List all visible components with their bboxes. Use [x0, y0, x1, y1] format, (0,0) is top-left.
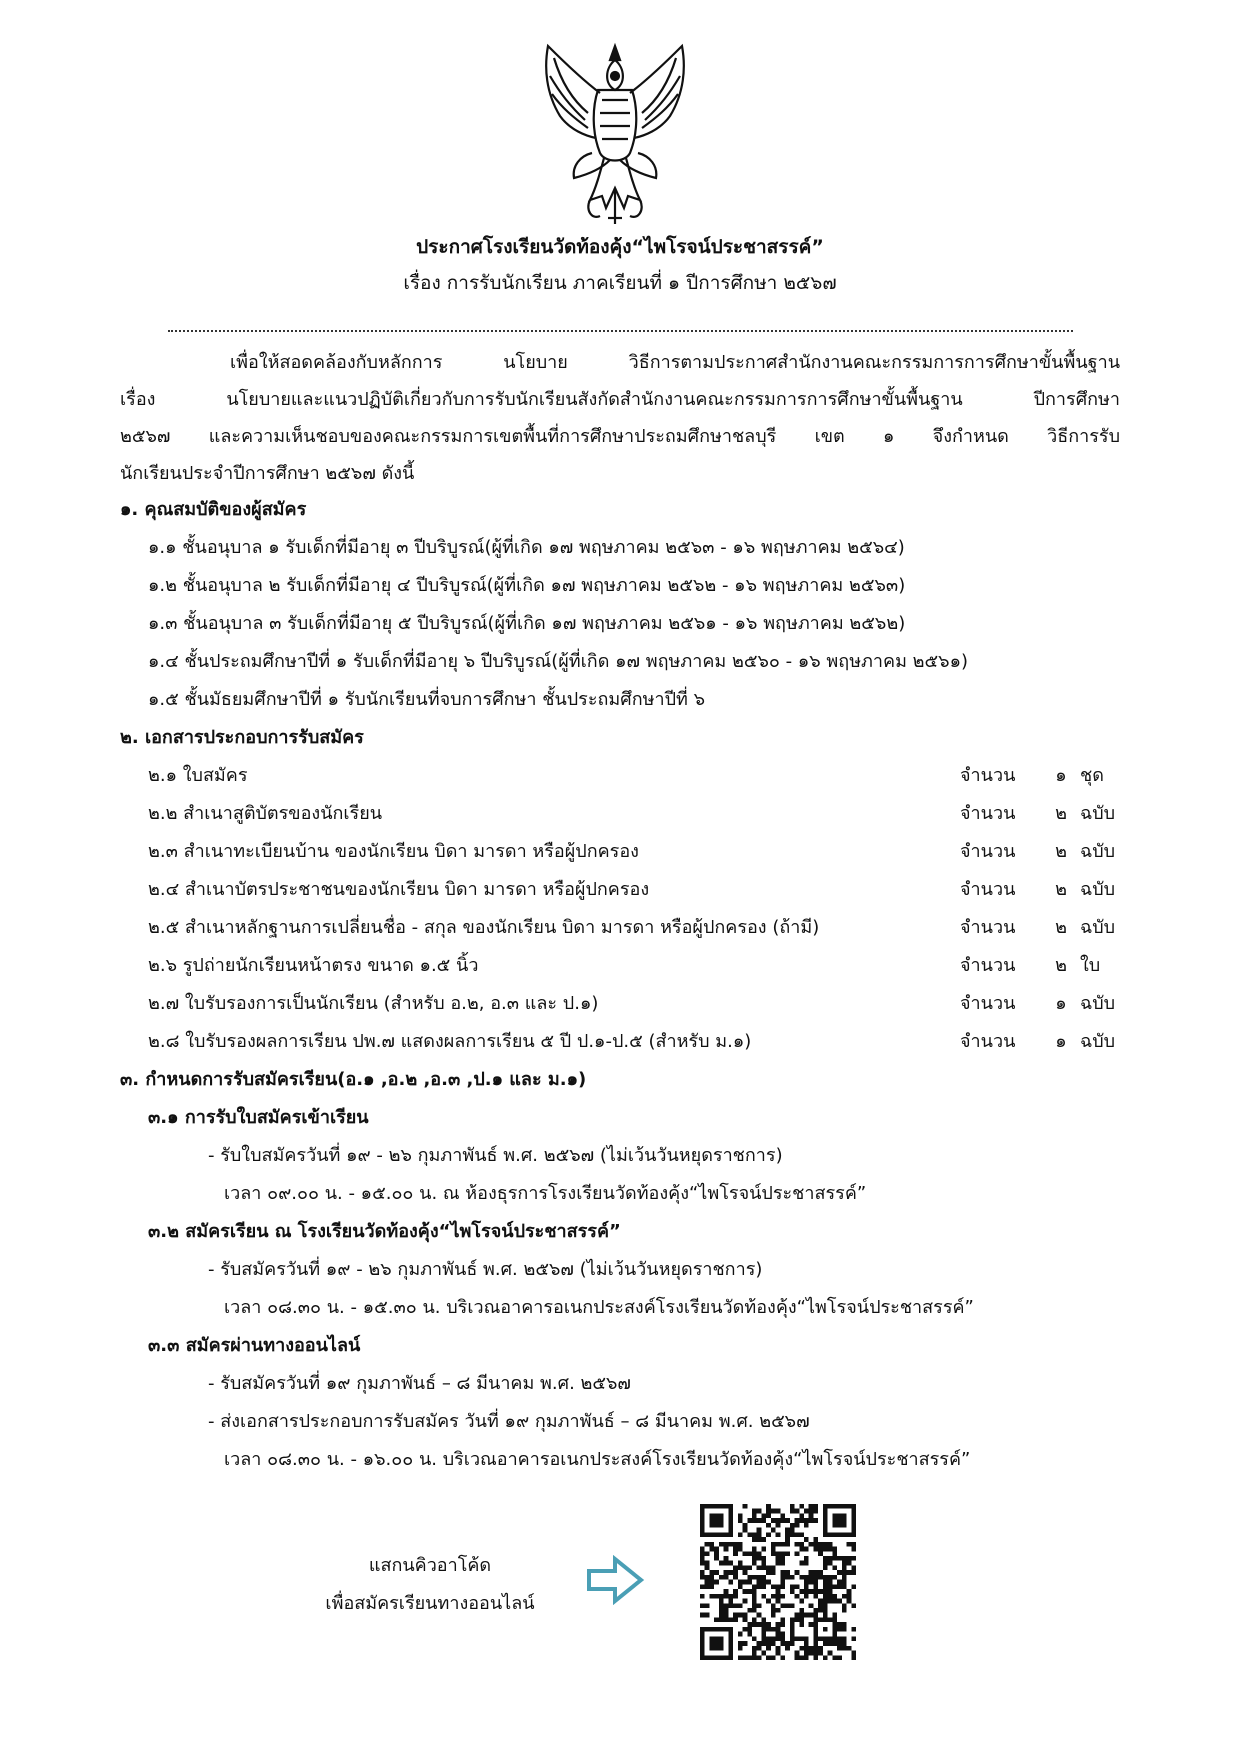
intro-line: เรื่อง นโยบายและแนวปฏิบัติเกี่ยวกับการรับนักเรียนสังกัดสำนักงานคณะกรรมการการศึกษาขั้นพื้นฐาน ปีการศึกษา — [120, 389, 1120, 410]
qr-code-icon[interactable] — [700, 1504, 856, 1660]
garuda-emblem-icon — [530, 38, 700, 228]
schedule-line: - ส่งเอกสารประกอบการรับสมัคร วันที่ ๑๙ กุมภาพันธ์ – ๘ มีนาคม พ.ศ. ๒๕๖๗ — [208, 1411, 810, 1432]
amount-unit: ฉบับ — [1080, 841, 1116, 862]
document-item: ๒.๔ สำเนาบัตรประชาชนของนักเรียน บิดา มารดา หรือผู้ปกครอง — [148, 879, 650, 900]
amount-unit: ฉบับ — [1080, 879, 1116, 900]
amount-unit: ฉบับ — [1080, 803, 1116, 824]
qualification-item: ๑.๓ ชั้นอนุบาล ๓ รับเด็กที่มีอายุ ๕ ปีบริบูรณ์(ผู้ที่เกิด ๑๗ พฤษภาคม ๒๕๖๑ - ๑๖ พฤษภาคม ๒๕๖๒) — [148, 613, 906, 634]
qualification-item: ๑.๔ ชั้นประถมศึกษาปีที่ ๑ รับเด็กที่มีอายุ ๖ ปีบริบูรณ์(ผู้ที่เกิด ๑๗ พฤษภาคม ๒๕๖๐ - ๑๖ พฤษภาคม ๒๕๖๑) — [148, 651, 969, 672]
amount-label: จำนวน — [960, 917, 1016, 938]
amount-qty: ๑ — [1055, 1031, 1067, 1052]
announcement-title: ประกาศโรงเรียนวัดท้องคุ้ง“ไพโรจน์ประชาสรรค์” — [416, 236, 824, 258]
qualification-item: ๑.๑ ชั้นอนุบาล ๑ รับเด็กที่มีอายุ ๓ ปีบริบูรณ์(ผู้ที่เกิด ๑๗ พฤษภาคม ๒๕๖๓ - ๑๖ พฤษภาคม ๒๕๖๔) — [148, 537, 905, 558]
amount-qty: ๒ — [1055, 879, 1067, 900]
schedule-line: เวลา ๐๘.๓๐ น. - ๑๕.๓๐ น. บริเวณอาคารอเนกประสงค์โรงเรียนวัดท้องคุ้ง“ไพโรจน์ประชาสรรค์” — [224, 1297, 974, 1318]
intro-paragraph — [120, 344, 1120, 492]
section3-heading: ๓. กำหนดการรับสมัครเรียน(อ.๑ ,อ.๒ ,อ.๓ ,ป.๑ และ ม.๑) — [120, 1069, 587, 1090]
amount-label: จำนวน — [960, 803, 1016, 824]
subsection-heading: ๓.๒ สมัครเรียน ณ โรงเรียนวัดท้องคุ้ง“ไพโรจน์ประชาสรรค์” — [148, 1221, 621, 1242]
amount-qty: ๑ — [1055, 765, 1067, 786]
amount-qty: ๒ — [1055, 841, 1067, 862]
section1-heading: ๑. คุณสมบัติของผู้สมัคร — [120, 499, 307, 520]
amount-unit: ฉบับ — [1080, 917, 1116, 938]
amount-label: จำนวน — [960, 765, 1016, 786]
intro-line: นักเรียนประจำปีการศึกษา ๒๕๖๗ ดังนี้ — [120, 463, 415, 484]
amount-unit: ฉบับ — [1080, 993, 1116, 1014]
document-item: ๒.๖ รูปถ่ายนักเรียนหน้าตรง ขนาด ๑.๕ นิ้ว — [148, 955, 479, 976]
document-item: ๒.๗ ใบรับรองการเป็นนักเรียน (สำหรับ อ.๒, อ.๓ และ ป.๑) — [148, 993, 599, 1014]
document-item: ๒.๓ สำเนาทะเบียนบ้าน ของนักเรียน บิดา มารดา หรือผู้ปกครอง — [148, 841, 639, 862]
amount-unit: ฉบับ — [1080, 1031, 1116, 1052]
document-item: ๒.๑ ใบสมัคร — [148, 765, 248, 786]
amount-qty: ๒ — [1055, 955, 1067, 976]
qualification-item: ๑.๕ ชั้นมัธยมศึกษาปีที่ ๑ รับนักเรียนที่จบการศึกษา ชั้นประถมศึกษาปีที่ ๖ — [148, 689, 706, 710]
schedule-line: - รับสมัครวันที่ ๑๙ กุมภาพันธ์ – ๘ มีนาคม พ.ศ. ๒๕๖๗ — [208, 1373, 631, 1394]
schedule-line: - รับสมัครวันที่ ๑๙ - ๒๖ กุมภาพันธ์ พ.ศ. ๒๕๖๗ (ไม่เว้นวันหยุดราชการ) — [208, 1259, 763, 1280]
document-item: ๒.๕ สำเนาหลักฐานการเปลี่ยนชื่อ - สกุล ของนักเรียน บิดา มารดา หรือผู้ปกครอง (ถ้ามี) — [148, 917, 820, 938]
arrow-right-icon — [585, 1555, 645, 1605]
intro-line: เพื่อให้สอดคล้องกับหลักการ นโยบาย วิธีการตามประกาศสำนักงานคณะกรรมการการศึกษาขั้นพื้นฐาน — [230, 352, 1120, 373]
amount-qty: ๒ — [1055, 917, 1067, 938]
scan-qr-text: แสกนคิวอาโค้ด — [368, 1555, 492, 1576]
amount-unit: ชุด — [1080, 765, 1104, 786]
amount-unit: ใบ — [1080, 955, 1101, 976]
dotted-divider — [168, 330, 1073, 332]
schedule-line: เวลา ๐๙.๐๐ น. - ๑๕.๐๐ น. ณ ห้องธุรการโรงเรียนวัดท้องคุ้ง“ไพโรจน์ประชาสรรค์” — [224, 1183, 867, 1204]
section2-heading: ๒. เอกสารประกอบการรับสมัคร — [120, 727, 364, 748]
amount-label: จำนวน — [960, 955, 1016, 976]
amount-qty: ๒ — [1055, 803, 1067, 824]
intro-line: ๒๕๖๗ และความเห็นชอบของคณะกรรมการเขตพื้นที่การศึกษาประถมศึกษาชลบุรี เขต ๑ จึงกำหนด วิธีการรับ — [120, 426, 1120, 447]
qualification-item: ๑.๒ ชั้นอนุบาล ๒ รับเด็กที่มีอายุ ๔ ปีบริบูรณ์(ผู้ที่เกิด ๑๗ พฤษภาคม ๒๕๖๒ - ๑๖ พฤษภาคม ๒๕๖๓) — [148, 575, 906, 596]
schedule-line: เวลา ๐๘.๓๐ น. - ๑๖.๐๐ น. บริเวณอาคารอเนกประสงค์โรงเรียนวัดท้องคุ้ง“ไพโรจน์ประชาสรรค์” — [224, 1449, 971, 1470]
subsection-heading: ๓.๓ สมัครผ่านทางออนไลน์ — [148, 1335, 361, 1356]
amount-label: จำนวน — [960, 993, 1016, 1014]
announcement-subject: เรื่อง การรับนักเรียน ภาคเรียนที่ ๑ ปีการศึกษา ๒๕๖๗ — [403, 272, 837, 294]
amount-label: จำนวน — [960, 1031, 1016, 1052]
amount-label: จำนวน — [960, 841, 1016, 862]
subsection-heading: ๓.๑ การรับใบสมัครเข้าเรียน — [148, 1107, 369, 1128]
document-item: ๒.๘ ใบรับรองผลการเรียน ปพ.๗ แสดงผลการเรียน ๕ ปี ป.๑-ป.๕ (สำหรับ ม.๑) — [148, 1031, 752, 1052]
amount-label: จำนวน — [960, 879, 1016, 900]
schedule-line: - รับใบสมัครวันที่ ๑๙ - ๒๖ กุมภาพันธ์ พ.ศ. ๒๕๖๗ (ไม่เว้นวันหยุดราชการ) — [208, 1145, 783, 1166]
document-item: ๒.๒ สำเนาสูติบัตรของนักเรียน — [148, 803, 383, 824]
amount-qty: ๑ — [1055, 993, 1067, 1014]
scan-qr-subtext: เพื่อสมัครเรียนทางออนไลน์ — [325, 1593, 535, 1614]
